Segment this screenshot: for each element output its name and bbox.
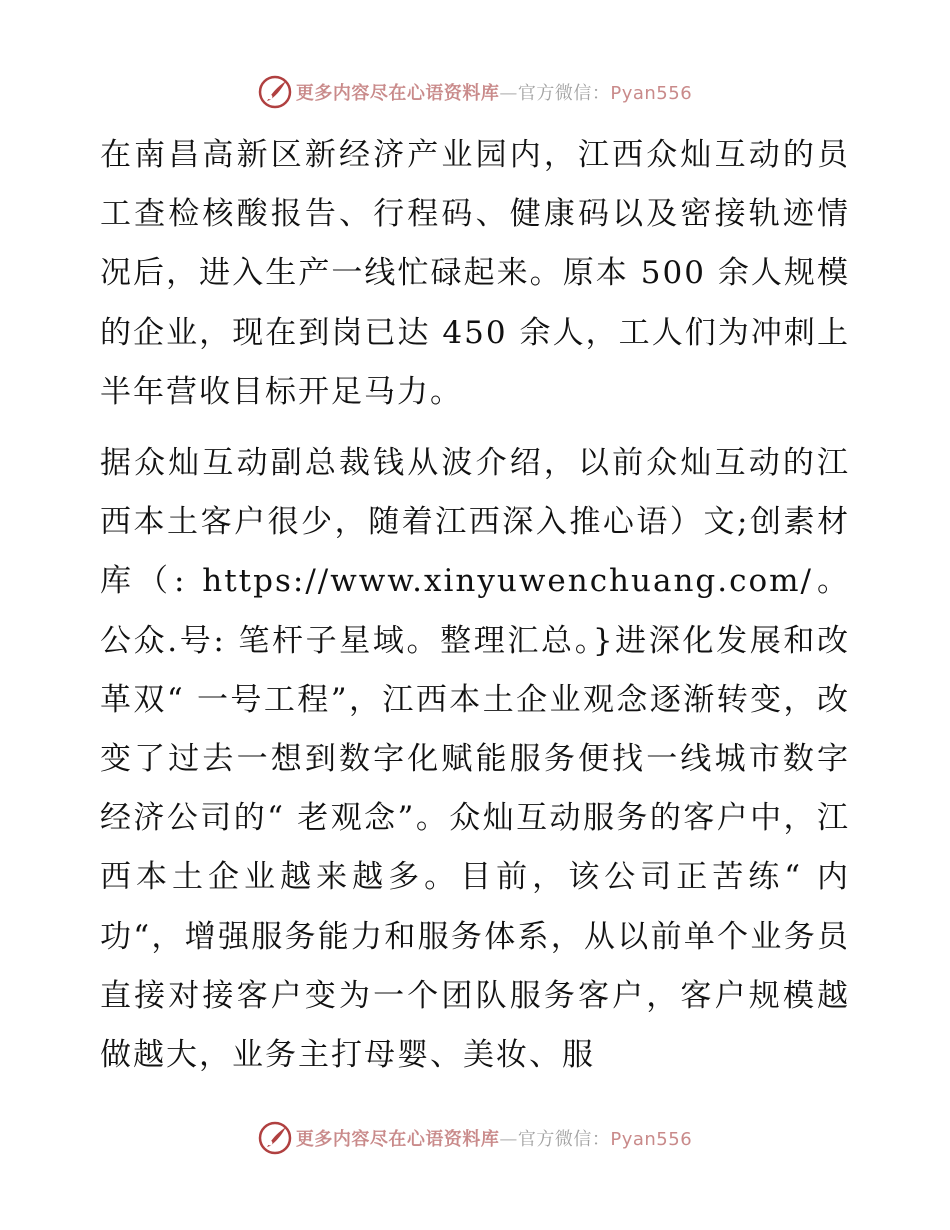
header-banner-separator: — <box>499 83 518 104</box>
header-banner-text <box>296 79 692 105</box>
header-banner <box>0 72 950 112</box>
header-banner-wechat-id: Pyan556 <box>610 83 693 104</box>
footer-banner-text <box>296 1125 692 1151</box>
footer-banner-label: 官方微信： <box>517 1129 611 1150</box>
footer-banner-separator: — <box>499 1129 518 1150</box>
header-banner-label: 官方微信： <box>517 83 611 104</box>
footer-banner <box>0 1118 950 1158</box>
paragraph-1: 在南昌高新区新经济产业园内，江西众灿互动的员工查检核酸报告、行程码、健康码以及密接轨迹情况后，进入生产一线忙碌起来。原本 500 余人规模的企业，现在到岗已达 450 余人，工人们为冲刺上半年营收目标开足马力。 <box>100 137 850 410</box>
quill-pen-logo-icon <box>258 75 292 109</box>
quill-pen-logo-icon <box>258 1121 292 1155</box>
document-body <box>100 126 850 1085</box>
header-banner-title: 更多内容尽在心语资料库 <box>295 83 500 104</box>
footer-banner-title: 更多内容尽在心语资料库 <box>295 1129 500 1150</box>
paragraph-2: 据众灿互动副总裁钱从波介绍，以前众灿互动的江西本土客户很少，随着江西深入推心语）文;创素材库（: https://www.xinyuwenchuang.com/。公众.号: 笔杆子星域。整理汇总。}进深化发展和改革双“ 一号工程”，江西本土企业观念逐渐转变，改变了过去一想到数字化赋能服务便找一线城市数字经济公司的“ 老观念”。众灿互动服务的客户中，江西本土企业越来越多。目前，该公司正苦练“ 内功“，增强服务能力和服务体系，从以前单个业务员直接对接客户变为一个团队服务客户，客户规模越做越大，业务主打母婴、美妆、服 <box>100 445 850 1074</box>
footer-banner-wechat-id: Pyan556 <box>610 1129 693 1150</box>
